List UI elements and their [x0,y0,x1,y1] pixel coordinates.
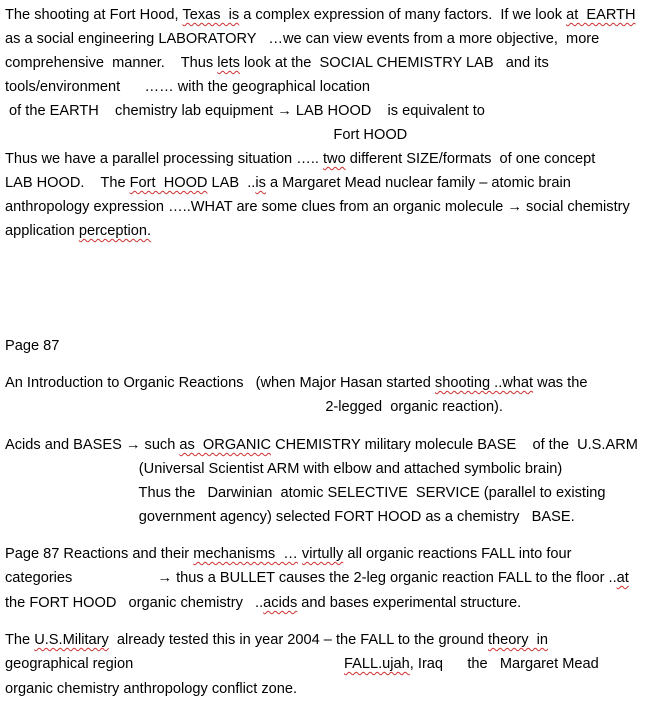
text-line [5,460,562,478]
text-line [5,631,548,649]
text-line [5,174,571,192]
spellcheck-flagged-text: as ORGANIC [179,437,272,453]
spellcheck-flagged-text: perception. [78,223,152,239]
text-line [5,508,575,526]
page-number-line [5,337,59,355]
text-line [5,594,521,612]
text-line [5,78,370,96]
spellcheck-flagged-text: acids [263,595,298,611]
text-run: (Universal Scientist ARM with elbow and attached symbolic brain) [5,461,563,477]
text-run: government agency) selected FORT HOOD as a chemistry BASE. [5,509,575,525]
spellcheck-flagged-text: theory in [487,632,548,648]
text-line [5,150,595,168]
text-line [5,398,503,416]
text-run: , Iraq the Margaret Mead [409,656,599,672]
text-run: Page 87 [5,338,60,354]
text-run: Fort HOOD [5,127,408,143]
spellcheck-flagged-text: is [255,175,266,191]
text-run: anthropology expression …..WHAT are some clues from an organic molecule → social chemistry [5,199,630,215]
text-run: a Margaret Mead nuclear family – atomic brain [265,175,571,191]
text-line [5,126,407,144]
text-run: different SIZE/formats of one concept [345,151,596,167]
text-line [5,222,151,240]
text-line [5,374,587,392]
spellcheck-flagged-text: FALL.ujah [344,656,410,672]
text-run: Thus the Darwinian atomic SELECTIVE SERVICE (parallel to existing [5,485,606,501]
spellcheck-flagged-text: mechanisms … [193,546,298,562]
spellcheck-flagged-text: U.S.Military [34,632,109,648]
text-line [5,436,638,454]
text-run: An Introduction to Organic Reactions (when Major Hasan started [5,375,435,391]
text-run: was the [533,375,588,391]
text-line [5,102,485,120]
spellcheck-flagged-text: Fort HOOD [129,175,208,191]
text-run: all organic reactions FALL into four [343,546,572,562]
text-line [5,680,297,698]
text-line [5,30,599,48]
text-run: tools/environment …… with the geographical location [5,79,371,95]
text-line [5,198,630,216]
spellcheck-flagged-text: at [616,570,629,586]
text-run: The shooting at Fort Hood, [5,7,183,23]
text-run: already tested this in year 2004 – the FALL to the ground [108,632,488,648]
text-run: comprehensive manner. Thus [5,55,218,71]
spellcheck-flagged-text: lets [217,55,240,71]
spellcheck-flagged-text: virtully [301,546,344,562]
text-run: The [5,632,35,648]
text-run: application [5,223,79,239]
spellcheck-flagged-text: shooting ..what [434,375,534,391]
text-line [5,6,636,24]
text-run: LAB HOOD. The [5,175,130,191]
text-run: CHEMISTRY military molecule BASE of the U.S.ARM [271,437,638,453]
text-line [5,569,629,587]
text-run: organic chemistry anthropology conflict zone. [5,681,298,697]
spellcheck-flagged-text: two [322,151,346,167]
text-run: LAB .. [207,175,256,191]
text-line [5,655,599,673]
text-line [5,484,605,502]
text-run: the FORT HOOD organic chemistry .. [5,595,264,611]
text-run: 2-legged organic reaction). [5,399,503,415]
text-run: and bases experimental structure. [297,595,522,611]
text-run: a complex expression of many factors. If we look [239,7,567,23]
text-run: of the EARTH chemistry lab equipment → LAB HOOD is equivalent to [5,103,485,119]
text-run: categories → thus a BULLET causes the 2-leg organic reaction FALL to the floor .. [5,570,617,586]
text-run: Acids and BASES → such [5,437,180,453]
text-run: look at the SOCIAL CHEMISTRY LAB and its [239,55,549,71]
spellcheck-flagged-text: at EARTH [566,7,636,23]
text-run: as a social engineering LABORATORY …we can view events from a more objective, more [5,31,600,47]
spellcheck-flagged-text: Texas is [182,7,240,23]
text-run: Thus we have a parallel processing situation ….. [5,151,323,167]
text-run: Page 87 Reactions and their [5,546,194,562]
text-run: geographical region [5,656,345,672]
text-line [5,545,572,563]
text-line [5,54,549,72]
